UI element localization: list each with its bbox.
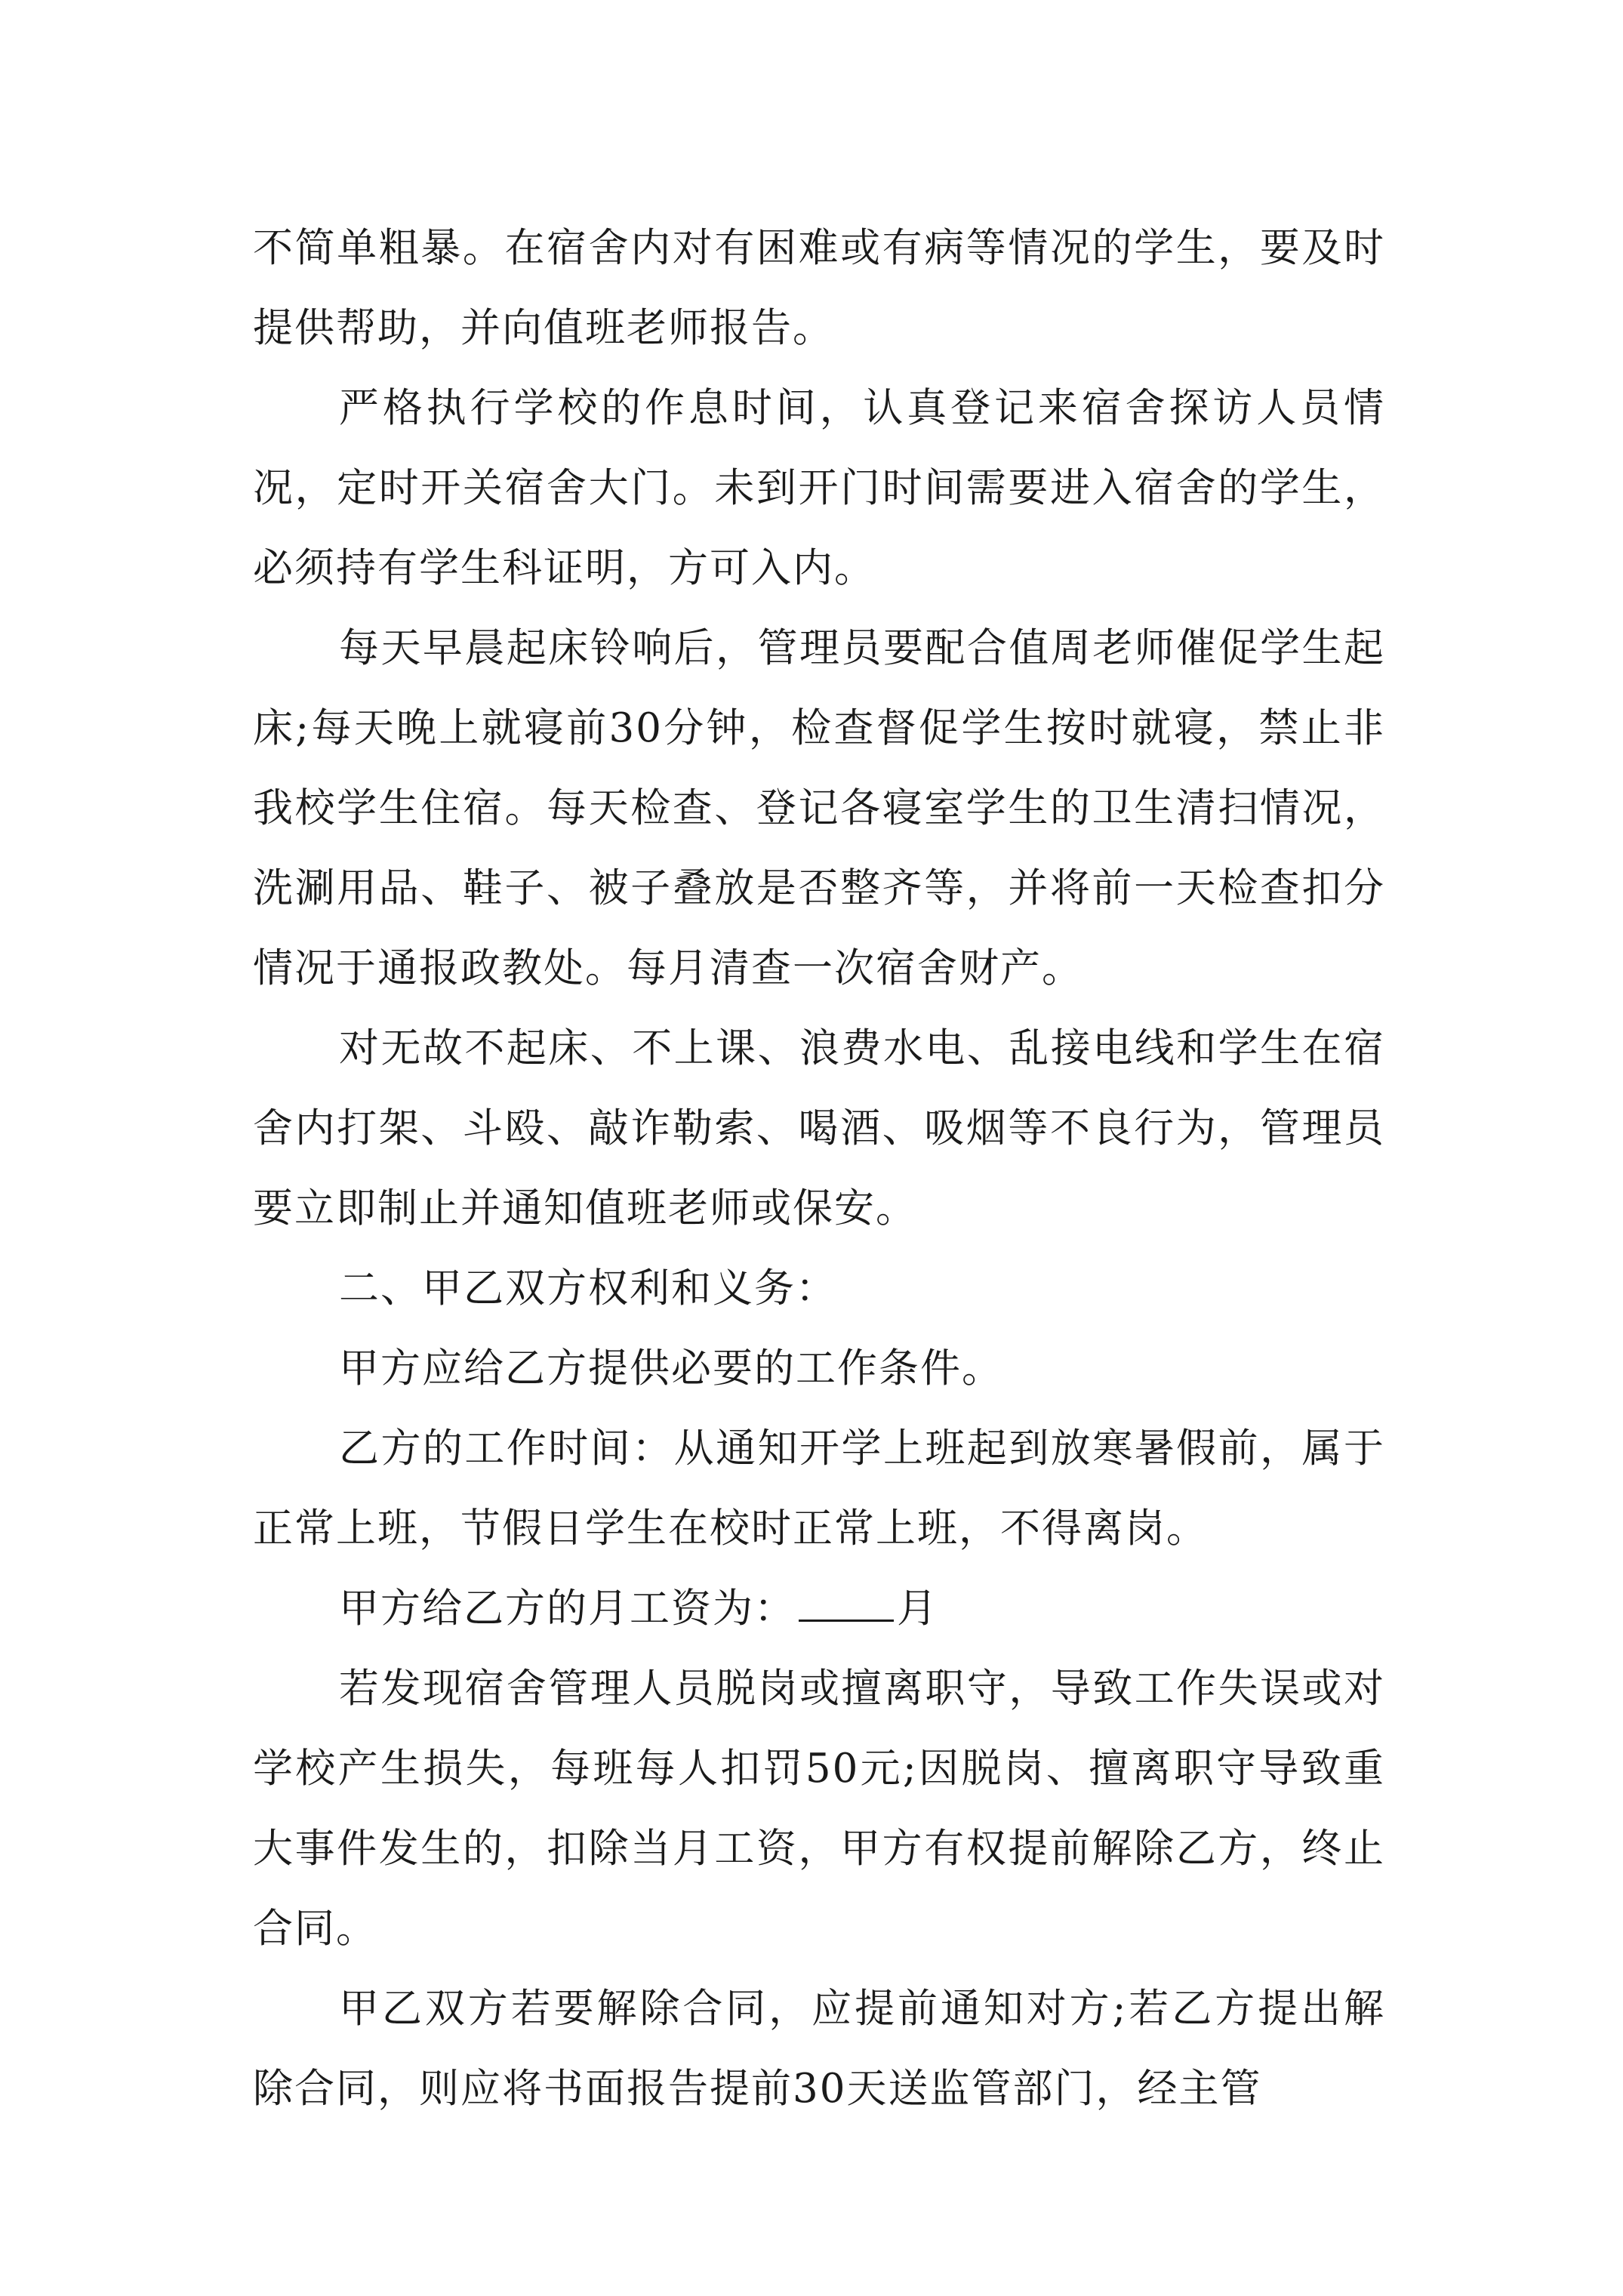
paragraph-1: 不简单粗暴。在宿舍内对有困难或有病等情况的学生，要及时提供帮助，并向值班老师报告。 xyxy=(253,225,1385,351)
salary-label: 甲方给乙方的月工资为： xyxy=(339,1586,796,1632)
paragraph-4: 对无故不起床、不上课、浪费水电、乱接电线和学生在宿舍内打架、斗殴、敲诈勒索、喝酒、吸烟等不良行为，管理员要立即制止并通知值班老师或保安。 xyxy=(253,1025,1385,1231)
paragraph-3: 每天早晨起床铃响后，管理员要配合值周老师催促学生起床;每天晚上就寝前30分钟，检查督促学生按时就寝，禁止非我校学生住宿。每天检查、登记各寝室学生的卫生清扫情况，洗涮用品、鞋子、被子叠放是否整齐等，并将前一天检查扣分情况于通报政教处。每月清查一次宿舍财产。 xyxy=(253,625,1385,991)
paragraph-10: 甲乙双方若要解除合同，应提前通知对方;若乙方提出解除合同，则应将书面报告提前30天送监管部门，经主管 xyxy=(253,1986,1385,2112)
paragraph-salary xyxy=(253,1569,1385,1649)
salary-blank-line xyxy=(799,1582,894,1622)
paragraph-6: 甲方应给乙方提供必要的工作条件。 xyxy=(339,1345,1003,1391)
paragraph-7: 乙方的工作时间：从通知开学上班起到放寒暑假前，属于正常上班，节假日学生在校时正常上班，不得离岗。 xyxy=(253,1425,1385,1552)
salary-unit: 月 xyxy=(897,1586,938,1632)
section-heading-rights-obligations: 二、甲乙双方权利和义务： xyxy=(339,1265,837,1311)
document-body xyxy=(253,208,1385,2129)
paragraph-9: 若发现宿舍管理人员脱岗或擅离职守，导致工作失误或对学校产生损失，每班每人扣罚50元;因脱岗、擅离职守导致重大事件发生的，扣除当月工资，甲方有权提前解除乙方，终止合同。 xyxy=(253,1666,1385,1952)
paragraph-2: 严格执行学校的作息时间，认真登记来宿舍探访人员情况，定时开关宿舍大门。未到开门时间需要进入宿舍的学生，必须持有学生科证明，方可入内。 xyxy=(253,385,1385,591)
